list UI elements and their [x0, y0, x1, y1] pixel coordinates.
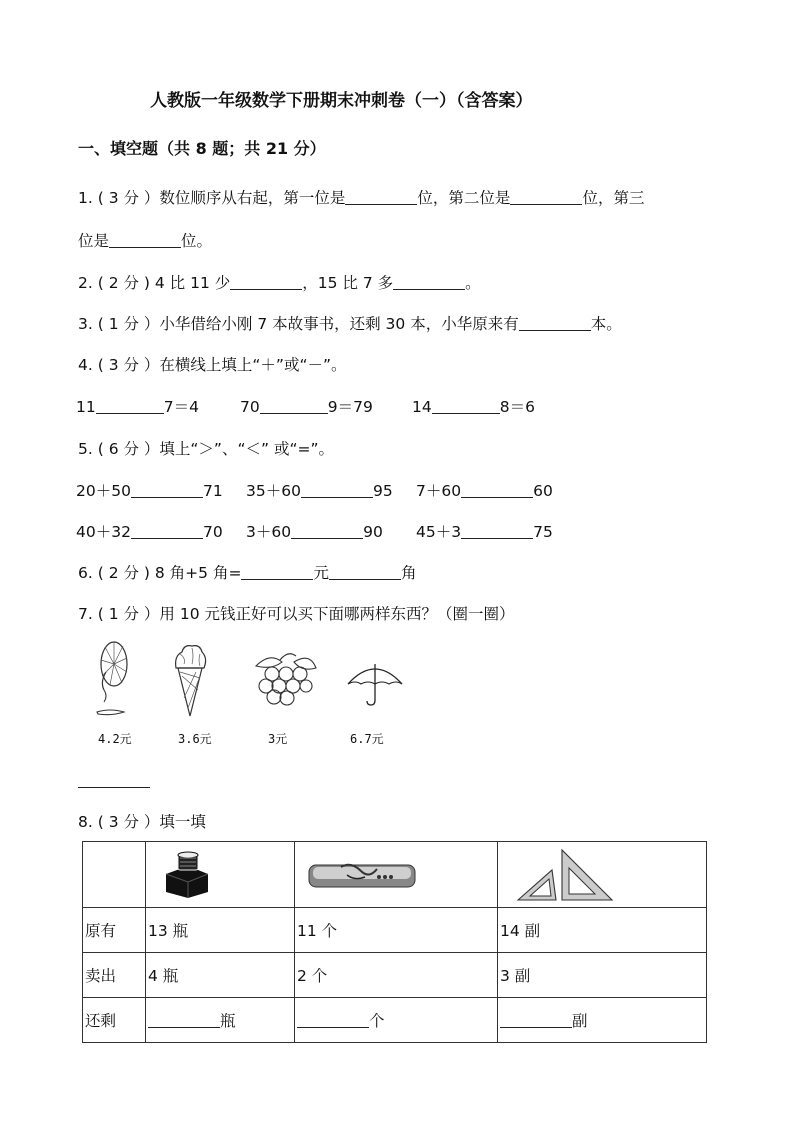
- unit-text: 副: [572, 1012, 588, 1030]
- answer-blank[interactable]: [260, 398, 328, 415]
- expr-text: 75: [533, 523, 553, 541]
- table-cell: 2 个: [295, 953, 498, 998]
- table-cell: 卖出: [83, 953, 146, 998]
- table-cell: [295, 998, 498, 1043]
- question-4: 4. ( 3 分 ）在横线上填上“＋”或“－”。: [78, 356, 347, 374]
- expr-text: 20＋50: [76, 482, 131, 500]
- expr-text: 60: [533, 482, 553, 500]
- section-heading: 一、填空题（共 8 题；共 21 分）: [78, 139, 326, 158]
- answer-blank[interactable]: [78, 786, 150, 788]
- expr-text: 7＋60: [416, 482, 462, 500]
- expr-text: 8＝6: [499, 398, 535, 416]
- question-8: 8. ( 3 分 ）填一填: [78, 813, 206, 831]
- table-cell: [146, 998, 295, 1043]
- q1-text-a: 1. ( 3 分 ）数位顺序从右起，第一位是: [78, 189, 346, 207]
- table-cell: 原有: [83, 908, 146, 953]
- q5-expr: [416, 479, 553, 501]
- q1-text-b: 位，第二位是: [417, 189, 511, 207]
- answer-blank[interactable]: [500, 1012, 572, 1029]
- table-cell: 还剩: [83, 998, 146, 1043]
- answer-blank[interactable]: [230, 274, 302, 291]
- grapes-icon[interactable]: [250, 650, 320, 708]
- ice-cream-icon[interactable]: [172, 642, 208, 720]
- table-cell: [83, 842, 146, 908]
- question-2: [78, 271, 481, 293]
- question-1-line-2: [78, 229, 212, 251]
- q1-text-e: 位。: [181, 232, 213, 250]
- q5-expr: [246, 479, 393, 501]
- expr-text: 14: [412, 398, 432, 416]
- expr-text: 95: [372, 482, 393, 500]
- question-6: [78, 561, 416, 583]
- unit-text: 个: [369, 1012, 385, 1030]
- table-cell: 11 个: [295, 908, 498, 953]
- answer-blank[interactable]: [301, 482, 373, 499]
- price-label: 3.6元: [178, 732, 212, 746]
- expr-text: 71: [202, 482, 223, 500]
- ink-bottle-icon: [162, 850, 212, 900]
- answer-blank[interactable]: [393, 274, 465, 291]
- fan-icon[interactable]: [92, 638, 132, 720]
- price-label: 4.2元: [98, 732, 132, 746]
- expr-text: 90: [363, 523, 383, 541]
- table-cell: [295, 842, 498, 908]
- answer-blank[interactable]: [131, 482, 203, 499]
- answer-blank[interactable]: [291, 523, 363, 540]
- price-label: 3元: [268, 732, 288, 746]
- answer-blank[interactable]: [297, 1012, 369, 1029]
- answer-blank[interactable]: [148, 1012, 220, 1029]
- unit-text: 瓶: [220, 1012, 236, 1030]
- answer-blank[interactable]: [241, 564, 313, 581]
- expr-text: 70: [240, 398, 260, 416]
- expr-text: 35＋60: [246, 482, 301, 500]
- expr-text: 70: [202, 523, 223, 541]
- table-cell: [146, 842, 295, 908]
- answer-blank[interactable]: [432, 398, 500, 415]
- q2-text-c: 。: [465, 274, 481, 292]
- expr-text: 9＝79: [327, 398, 373, 416]
- table-cell: 3 副: [498, 953, 707, 998]
- table-row: [83, 998, 707, 1043]
- table-cell: 13 瓶: [146, 908, 295, 953]
- expr-text: 7＝4: [163, 398, 199, 416]
- answer-blank[interactable]: [461, 523, 533, 540]
- table-cell: 14 副: [498, 908, 707, 953]
- expr-text: 3＋60: [246, 523, 292, 541]
- q6-text-c: 角: [400, 564, 417, 582]
- answer-blank[interactable]: [519, 315, 591, 332]
- pencil-case-icon: [307, 857, 417, 893]
- question-5: 5. ( 6 分 ）填上“＞”、“＜” 或“=”。: [78, 440, 335, 458]
- answer-blank[interactable]: [329, 564, 401, 581]
- q6-text-a: 6. ( 2 分 ) 8 角+5 角=: [78, 564, 242, 582]
- expr-text: 40＋32: [76, 523, 131, 541]
- q2-text-b: ，15 比 7 多: [302, 274, 394, 292]
- table-row: [83, 908, 707, 953]
- fill-table: [82, 841, 707, 1043]
- question-4-expr-2: [240, 395, 373, 417]
- q3-text-b: 本。: [590, 315, 622, 333]
- q1-text-c: 位，第三: [582, 189, 645, 207]
- umbrella-icon[interactable]: [346, 660, 404, 706]
- q1-text-d: 位是: [78, 232, 110, 250]
- q5-expr: [76, 520, 223, 542]
- q5-expr: [416, 520, 553, 542]
- question-1-line-1: [78, 186, 644, 208]
- q5-expr: [246, 520, 383, 542]
- question-3: [78, 312, 622, 334]
- q6-text-b: 元: [313, 564, 329, 582]
- q5-expr: [76, 479, 223, 501]
- page-title: 人教版一年级数学下册期末冲刺卷（一）（含答案）: [150, 91, 533, 111]
- table-cell: 4 瓶: [146, 953, 295, 998]
- q3-text-a: 3. ( 1 分 ）小华借给小刚 7 本故事书，还剩 30 本，小华原来有: [78, 315, 519, 333]
- table-cell: [498, 998, 707, 1043]
- answer-blank[interactable]: [345, 189, 417, 206]
- table-cell: [498, 842, 707, 908]
- table-header-row: [83, 842, 707, 908]
- triangle-ruler-icon: [516, 848, 616, 902]
- question-7: 7. ( 1 分 ）用 10 元钱正好可以买下面哪两样东西？（圈一圈）: [78, 605, 515, 623]
- answer-blank[interactable]: [510, 189, 582, 206]
- q2-text-a: 2. ( 2 分 ) 4 比 11 少: [78, 274, 231, 292]
- table-row: [83, 953, 707, 998]
- price-label: 6.7元: [350, 732, 384, 746]
- answer-blank[interactable]: [109, 232, 181, 249]
- expr-text: 11: [76, 398, 96, 416]
- question-4-expr-3: [412, 395, 535, 417]
- question-4-expr-1: [76, 395, 199, 417]
- answer-blank[interactable]: [131, 523, 203, 540]
- answer-blank[interactable]: [96, 398, 164, 415]
- expr-text: 45＋3: [416, 523, 462, 541]
- answer-blank[interactable]: [461, 482, 533, 499]
